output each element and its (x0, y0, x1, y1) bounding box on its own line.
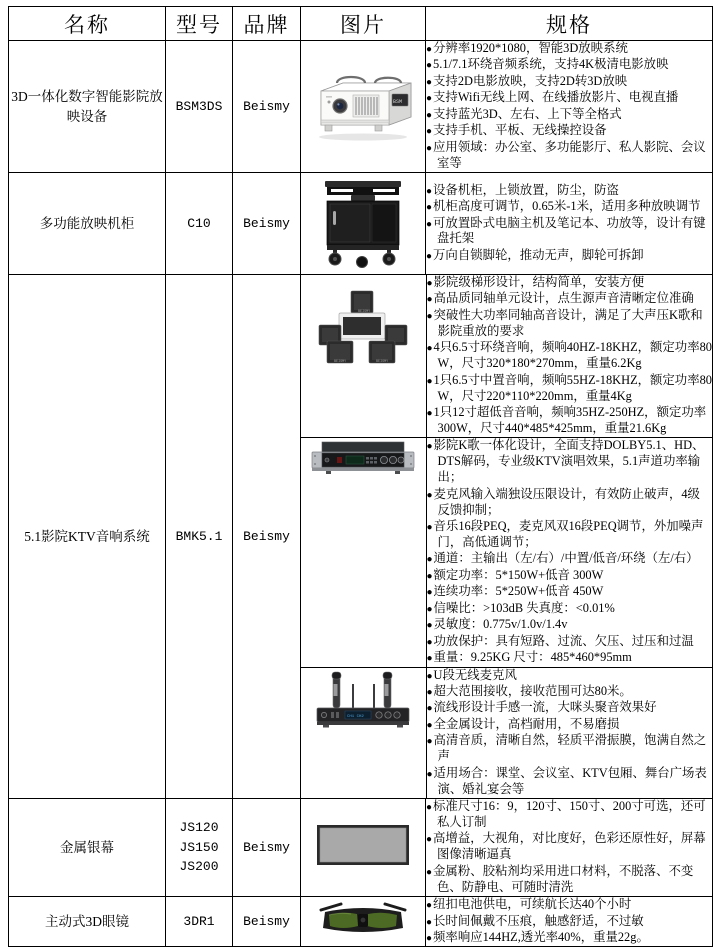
spec-item: ● 适用场合：课堂、会议室、KTV包厢、舞台广场表演、婚礼宴会等 (427, 766, 713, 798)
wireless-microphone-photo (307, 668, 419, 730)
product-name: 主动式3D眼镜 (9, 897, 166, 947)
sub-row-table (301, 275, 712, 798)
model-line: JS120 (179, 820, 219, 836)
table-row (9, 173, 713, 275)
sub-row (301, 667, 712, 798)
spec-item: ● 流线形设计手感一流，大咪头聚音效果好 (427, 700, 713, 716)
product-model (166, 799, 233, 897)
svg-text:BEISMY: BEISMY (358, 310, 371, 314)
projector-photo (307, 65, 419, 143)
speaker-set-photo (307, 275, 419, 375)
table-row (9, 799, 713, 897)
svg-text:CH1 CH2: CH1 CH2 (347, 714, 365, 719)
model-line: BSM3DS (175, 98, 223, 114)
spec-item: ● 5.1/7.1环绕音频系统，支持4K极清电影放映 (426, 57, 712, 73)
spec-item: ● 万向自锁脚轮，推动无声，脚轮可拆卸 (426, 248, 712, 264)
sub-row (301, 275, 712, 438)
spec-item: ● 麦克风输入端独设压限设计，有效防止破声，4级反馈抑制； (427, 487, 713, 519)
product-model (166, 173, 233, 275)
product-image-cell (301, 41, 426, 173)
speaker-set-icon (307, 275, 419, 375)
cabinet-icon (317, 173, 409, 269)
spec-item: ● U段无线麦克风 (427, 668, 713, 684)
spec-item: ● 1只12寸超低音音响，频响35HZ-250HZ，额定功率300W，尺寸440*485*425mm，重量21.6Kg (427, 405, 713, 437)
spec-item: ● 分辨率1920*1080，智能3D放映系统 (426, 41, 712, 57)
projection-screen-icon (315, 823, 411, 867)
model-line: JS200 (179, 859, 219, 875)
3d-glasses-photo (311, 898, 415, 940)
spec-item: ● 高清音质，清晰自然，轻质平滑振膜，饱满自然之声 (427, 733, 713, 765)
spec-list (426, 41, 712, 172)
column-header-name: 名称 (9, 7, 166, 41)
spec-item: ● 支持2D电影放映，支持2D转3D放映 (426, 74, 712, 90)
spec-item: ● 灵敏度：0.775v/1.0v/1.4v (427, 617, 713, 633)
product-spec-cell (426, 667, 712, 798)
cabinet-photo (317, 173, 409, 269)
model-line: 3DR1 (183, 914, 215, 930)
product-name: 金属银幕 (9, 799, 166, 897)
spec-item: ● 音乐16段PEQ，麦克风双16段PEQ调节，外加噪声门，高低通调节； (427, 519, 713, 551)
product-brand: Beismy (233, 799, 301, 897)
product-model (166, 275, 233, 799)
spec-item: ● 重量：9.25KG 尺寸：485*460*95mm (427, 650, 713, 666)
product-image-cell (301, 275, 426, 438)
column-header-brand: 品牌 (233, 7, 301, 41)
product-image-cell (301, 173, 426, 275)
spec-item: ● 突破性大功率同轴高音设计，满足了大声压K歌和影院重放的要求 (427, 308, 713, 340)
spec-item: ● 影院级梯形设计，结构简单，安装方便 (427, 275, 713, 291)
product-image-cell (301, 438, 426, 667)
spec-item: ● 额定功率：5*150W+低音 300W (427, 568, 713, 584)
product-image-cell (301, 667, 426, 798)
spec-item: ● 可放置卧式电脑主机及笔记本、功放等，设计有键盘托架 (426, 216, 712, 248)
spec-item: ● 高品质同轴单元设计，点生源声音清晰定位准确 (427, 291, 713, 307)
product-subrows-cell (301, 275, 713, 799)
spec-item: ● 频率响应144HZ,透光率40%，重量22g。 (426, 930, 712, 946)
svg-text:BEISMY: BEISMY (376, 360, 389, 364)
spec-item: ● 影院K歌一体化设计，全面支持DOLBY5.1、HD、DTS解码，专业级KTV演唱效果，5.1声道功率输出； (427, 438, 713, 486)
spec-list (427, 668, 713, 798)
spec-item: ● 支持蓝光3D、左右、上下等全格式 (426, 107, 712, 123)
spec-item: ● 支持Wifi无线上网、在线播放影片、电视直播 (426, 90, 712, 106)
sub-row (301, 438, 712, 667)
amplifier-photo (308, 438, 418, 478)
product-spec-cell (426, 799, 713, 897)
product-brand: Beismy (233, 41, 301, 173)
3d-glasses-icon (311, 898, 415, 940)
spec-item: ● 金属粉、胶粘剂均采用进口材料，不脱落、不变色、防静电、可随时清洗 (426, 864, 712, 896)
product-model (166, 41, 233, 173)
spec-item: ● 功放保护：具有短路、过流、欠压、过压和过温 (427, 634, 713, 650)
spec-item: ● 全金属设计，高档耐用，不易磨损 (427, 717, 713, 733)
spec-item: ● 纽扣电池供电，可续航长达40个小时 (426, 897, 712, 913)
product-spec-cell (426, 438, 712, 667)
wireless-microphone-icon (307, 668, 419, 730)
header-row (9, 7, 713, 41)
spec-list (426, 183, 712, 264)
table-row (9, 275, 713, 799)
svg-text:BEISMY: BEISMY (334, 360, 347, 364)
model-line: BMK5.1 (175, 528, 223, 544)
table-header (9, 7, 713, 41)
product-spec-table (8, 6, 713, 947)
model-line: C10 (187, 215, 211, 231)
product-spec-cell (426, 41, 713, 173)
screen-photo (315, 823, 411, 867)
column-header-spec: 规格 (426, 7, 713, 41)
product-name: 多功能放映机柜 (9, 173, 166, 275)
spec-item: ● 高增益，大视角，对比度好，色彩还原性好，屏幕图像清晰逼真 (426, 831, 712, 863)
table-row (9, 41, 713, 173)
model-line: JS150 (179, 839, 219, 855)
spec-list (426, 799, 712, 896)
spec-item: ● 超大范围接收，接收范围可达80米。 (427, 684, 713, 700)
spec-item: ● 支持手机、平板、无线操控设备 (426, 123, 712, 139)
projector-icon (307, 65, 419, 143)
spec-list (427, 275, 713, 437)
spec-item: ● 标准尺寸16：9，120寸、150寸、200寸可选，还可私人订制 (426, 799, 712, 831)
spec-item: ● 长时间佩戴不压痕，触感舒适，不过敏 (426, 914, 712, 930)
spec-list (427, 438, 713, 666)
spec-item: ● 设备机柜，上锁放置，防尘，防盗 (426, 183, 712, 199)
product-name: 5.1影院KTV音响系统 (9, 275, 166, 799)
product-brand: Beismy (233, 275, 301, 799)
product-name: 3D一体化数字智能影院放映设备 (9, 41, 166, 173)
spec-item: ● 4只6.5寸环绕音响，频响40HZ-18KHZ，额定功率80W，尺寸320*180*270mm，重量6.2Kg (427, 340, 713, 372)
table-body (9, 41, 713, 947)
column-header-model: 型号 (166, 7, 233, 41)
product-brand: Beismy (233, 897, 301, 947)
column-header-image: 图片 (301, 7, 426, 41)
spec-item: ● 信噪比：>103dB 失真度：<0.01% (427, 601, 713, 617)
spec-item: ● 连续功率：5*250W+低音 450W (427, 584, 713, 600)
svg-text:BSM: BSM (393, 99, 403, 105)
product-image-cell (301, 799, 426, 897)
spec-item: ● 通道：主输出（左/右）/中置/低音/环绕（左/右） (427, 551, 713, 567)
spec-item: ● 应用领域：办公室、多功能影厅、私人影院、会议室等 (426, 140, 712, 172)
product-spec-cell (426, 173, 713, 275)
product-brand: Beismy (233, 173, 301, 275)
spec-item: ● 1只6.5寸中置音响，频响55HZ-18KHZ，额定功率80W，尺寸220*110*220mm，重量4Kg (427, 373, 713, 405)
product-spec-cell (426, 275, 712, 438)
spec-item: ● 机柜高度可调节，0.65米-1米，适用多种放映调节 (426, 199, 712, 215)
amplifier-icon (308, 438, 418, 478)
